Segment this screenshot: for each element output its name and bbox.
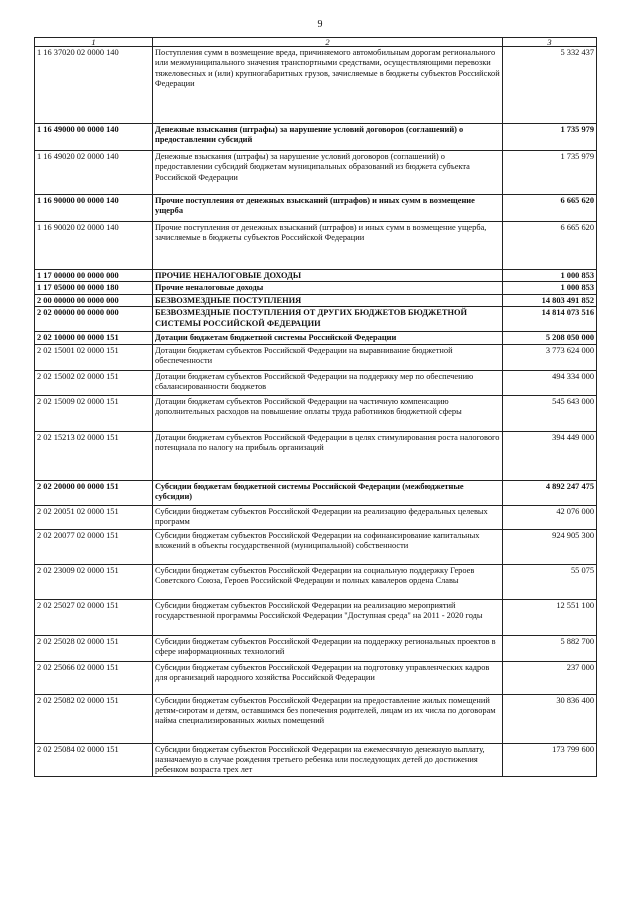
revenue-code: 1 16 49000 00 0000 140 [35, 124, 153, 151]
revenue-code: 2 02 25082 02 0000 151 [35, 694, 153, 743]
revenue-name: Субсидии бюджетам субъектов Российской Федерации на поддержку региональных проектов в сфере информационных технологий [153, 635, 503, 661]
revenue-name: Субсидии бюджетам субъектов Российской Федерации на предоставление жилых помещений детям-сиротам и детям, оставшимся без попечения родителей, лицам из их числа по договорам найма специализированных жилых помещений [153, 694, 503, 743]
revenue-amount: 42 076 000 [503, 505, 597, 529]
revenue-code: 2 02 15213 02 0000 151 [35, 431, 153, 480]
table-row [35, 195, 597, 222]
table-row [35, 505, 597, 529]
revenue-name: Поступления сумм в возмещение вреда, причиняемого автомобильным дорогам регионального или межмуниципального значения транспортными средствами, осуществляющими перевозки тяжеловесных и (или) крупногабаритных грузов, зачисляемые в бюджеты субъектов Российской Федерации [153, 47, 503, 124]
revenue-amount: 924 905 300 [503, 529, 597, 564]
revenue-amount: 394 449 000 [503, 431, 597, 480]
revenue-code: 2 02 20077 02 0000 151 [35, 529, 153, 564]
revenue-name: Субсидии бюджетам субъектов Российской Федерации на реализацию федеральных целевых программ [153, 505, 503, 529]
revenue-amount: 14 803 491 852 [503, 294, 597, 306]
revenue-code: 1 17 05000 00 0000 180 [35, 282, 153, 294]
revenue-name: Субсидии бюджетам субъектов Российской Федерации на реализацию мероприятий государственной программы Российской Федерации "Доступная среда" на 2011 - 2020 годы [153, 599, 503, 635]
revenue-code: 1 16 90000 00 0000 140 [35, 195, 153, 222]
revenue-amount: 3 773 624 000 [503, 344, 597, 370]
revenue-name: Дотации бюджетам субъектов Российской Федерации на выравнивание бюджетной обеспеченности [153, 344, 503, 370]
table-row [35, 124, 597, 151]
column-header-amount: 3 [503, 38, 597, 47]
column-header-name: 2 [153, 38, 503, 47]
revenue-code: 2 02 25027 02 0000 151 [35, 599, 153, 635]
revenue-name: Субсидии бюджетам субъектов Российской Федерации на социальную поддержку Героев Советского Союза, Героев Российской Федерации и полных кавалеров ордена Славы [153, 564, 503, 599]
revenue-code: 2 02 23009 02 0000 151 [35, 564, 153, 599]
revenue-code: 2 02 25028 02 0000 151 [35, 635, 153, 661]
revenue-name: Денежные взыскания (штрафы) за нарушение условий договоров (соглашений) о предоставлении субсидий [153, 124, 503, 151]
table-row [35, 344, 597, 370]
revenue-name: Дотации бюджетам бюджетной системы Российской Федерации [153, 332, 503, 344]
revenue-amount: 545 643 000 [503, 395, 597, 431]
table-row [35, 480, 597, 505]
table-row [35, 599, 597, 635]
table-row [35, 222, 597, 270]
table-row [35, 294, 597, 306]
table-row [35, 694, 597, 743]
table-row [35, 270, 597, 282]
revenue-code: 2 02 25066 02 0000 151 [35, 661, 153, 694]
page-number: 9 [317, 19, 323, 30]
revenue-code: 2 02 00000 00 0000 000 [35, 307, 153, 332]
revenue-amount: 5 882 700 [503, 635, 597, 661]
table-row [35, 395, 597, 431]
table-row [35, 431, 597, 480]
revenue-name: Дотации бюджетам субъектов Российской Федерации в целях стимулирования роста налогового потенциала по налогу на прибыль организаций [153, 431, 503, 480]
revenue-amount: 237 000 [503, 661, 597, 694]
revenue-name: Денежные взыскания (штрафы) за нарушение условий договоров (соглашений) о предоставлении субсидий бюджетам муниципальных образований из бюджета субъекта Российской Федерации [153, 151, 503, 195]
revenue-code: 1 16 90020 02 0000 140 [35, 222, 153, 270]
revenue-name: Прочие поступления от денежных взысканий (штрафов) и иных сумм в возмещение ущерба [153, 195, 503, 222]
revenue-name: Дотации бюджетам субъектов Российской Федерации на частичную компенсацию дополнительных расходов на повышение оплаты труда работников бюджетной сферы [153, 395, 503, 431]
table-row [35, 282, 597, 294]
revenue-amount: 30 836 400 [503, 694, 597, 743]
table-row [35, 743, 597, 776]
table-row [35, 529, 597, 564]
revenue-name: Субсидии бюджетам субъектов Российской Федерации на ежемесячную денежную выплату, назначаемую в случае рождения третьего ребенка или последующих детей до достижения ребенком возраста трех лет [153, 743, 503, 776]
revenue-amount: 5 208 050 000 [503, 332, 597, 344]
column-header-code: 1 [35, 38, 153, 47]
table-row [35, 635, 597, 661]
revenue-code: 1 16 49020 02 0000 140 [35, 151, 153, 195]
revenue-code: 2 00 00000 00 0000 000 [35, 294, 153, 306]
revenue-code: 2 02 20051 02 0000 151 [35, 505, 153, 529]
revenue-name: Субсидии бюджетам субъектов Российской Федерации на софинансирование капитальных вложений в объекты государственной (муниципальной) собственности [153, 529, 503, 564]
table-header-row [35, 38, 597, 47]
revenue-code: 2 02 15002 02 0000 151 [35, 370, 153, 395]
revenue-code: 2 02 15001 02 0000 151 [35, 344, 153, 370]
table-row [35, 564, 597, 599]
revenue-name: ПРОЧИЕ НЕНАЛОГОВЫЕ ДОХОДЫ [153, 270, 503, 282]
revenue-name: Прочие поступления от денежных взысканий (штрафов) и иных сумм в возмещение ущерба, зачисляемые в бюджеты субъектов Российской Федерации [153, 222, 503, 270]
table-row [35, 370, 597, 395]
budget-revenue-table [34, 37, 597, 777]
revenue-amount: 55 075 [503, 564, 597, 599]
revenue-code: 1 16 37020 02 0000 140 [35, 47, 153, 124]
revenue-amount: 173 799 600 [503, 743, 597, 776]
revenue-code: 2 02 25084 02 0000 151 [35, 743, 153, 776]
revenue-code: 2 02 10000 00 0000 151 [35, 332, 153, 344]
revenue-amount: 12 551 100 [503, 599, 597, 635]
revenue-amount: 1 000 853 [503, 270, 597, 282]
revenue-code: 2 02 15009 02 0000 151 [35, 395, 153, 431]
revenue-amount: 1 735 979 [503, 151, 597, 195]
revenue-amount: 6 665 620 [503, 195, 597, 222]
revenue-name: БЕЗВОЗМЕЗДНЫЕ ПОСТУПЛЕНИЯ ОТ ДРУГИХ БЮДЖЕТОВ БЮДЖЕТНОЙ СИСТЕМЫ РОССИЙСКОЙ ФЕДЕРАЦИИ [153, 307, 503, 332]
revenue-amount: 4 892 247 475 [503, 480, 597, 505]
table-row [35, 332, 597, 344]
revenue-name: Субсидии бюджетам субъектов Российской Федерации на подготовку управленческих кадров для организаций народного хозяйства Российской Федерации [153, 661, 503, 694]
table-row [35, 661, 597, 694]
revenue-name: БЕЗВОЗМЕЗДНЫЕ ПОСТУПЛЕНИЯ [153, 294, 503, 306]
revenue-code: 2 02 20000 00 0000 151 [35, 480, 153, 505]
revenue-amount: 494 334 000 [503, 370, 597, 395]
revenue-code: 1 17 00000 00 0000 000 [35, 270, 153, 282]
revenue-name: Субсидии бюджетам бюджетной системы Российской Федерации (межбюджетные субсидии) [153, 480, 503, 505]
revenue-amount: 6 665 620 [503, 222, 597, 270]
revenue-amount: 5 332 437 [503, 47, 597, 124]
revenue-amount: 1 735 979 [503, 124, 597, 151]
revenue-name: Дотации бюджетам субъектов Российской Федерации на поддержку мер по обеспечению сбалансированности бюджетов [153, 370, 503, 395]
revenue-amount: 1 000 853 [503, 282, 597, 294]
revenue-amount: 14 814 073 516 [503, 307, 597, 332]
table-row [35, 47, 597, 124]
revenue-name: Прочие неналоговые доходы [153, 282, 503, 294]
table-row [35, 307, 597, 332]
table-row [35, 151, 597, 195]
